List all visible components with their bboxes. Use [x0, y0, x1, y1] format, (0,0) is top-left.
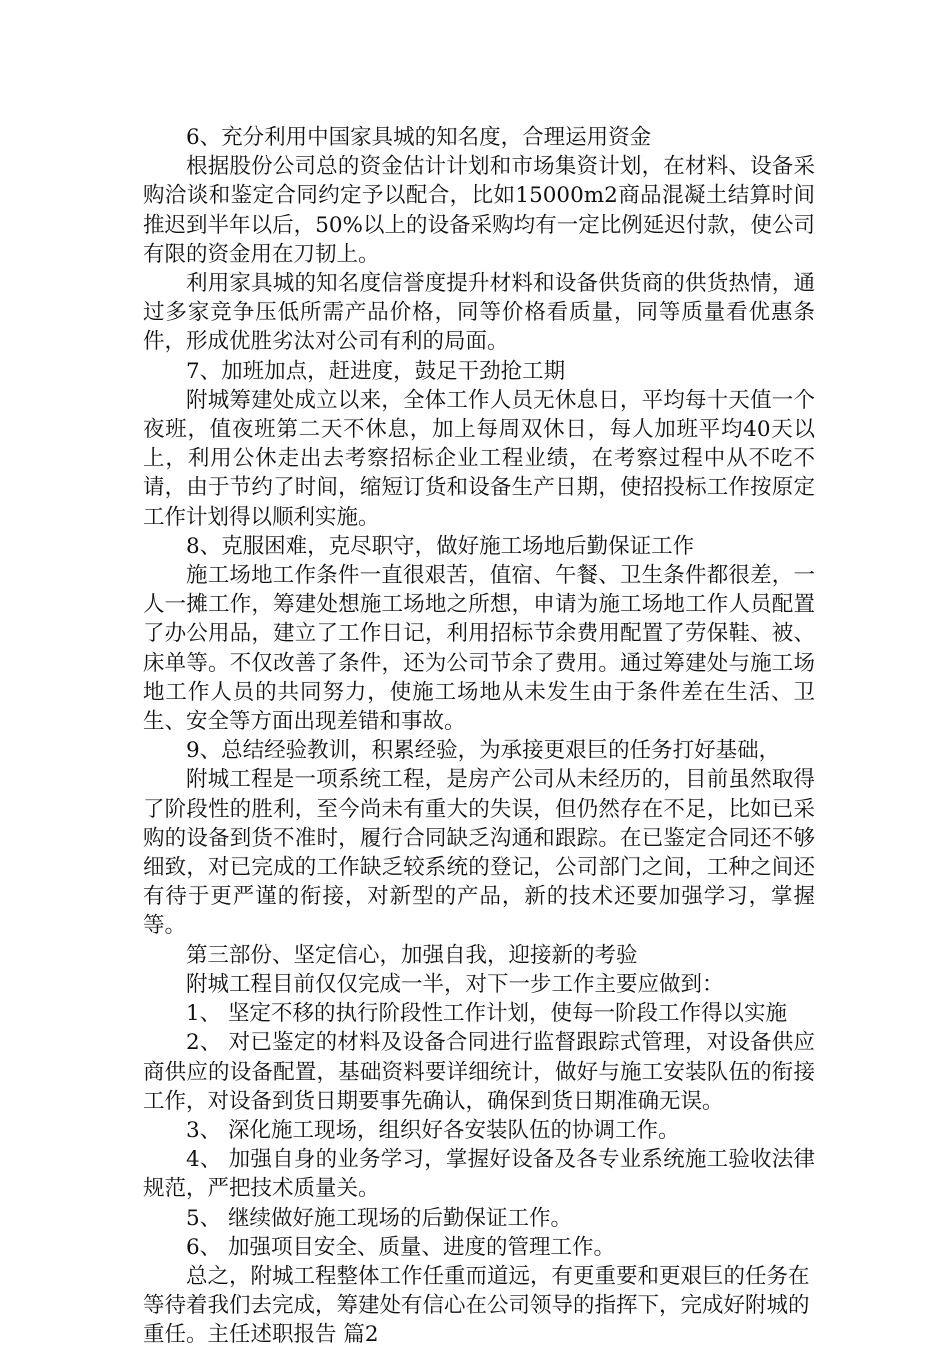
list-item: 3、 深化施工现场，组织好各安装队伍的协调工作。: [186, 1117, 680, 1143]
body-paragraph: 利用家具城的知名度信誉度提升材料和设备供货商的供货热情，通过多家竞争压低所需产品价格，同等价格看质量，同等质量看优惠条件，形成优胜劣汰对公司有利的局面。: [143, 271, 815, 355]
list-item: 6、 加强项目安全、质量、进度的管理工作。: [186, 1234, 616, 1260]
body-paragraph: 根据股份公司总的资金估计计划和市场集资计划，在材料、设备采购洽谈和鉴定合同约定予以配合，比如15000m2商品混凝土结算时间推迟到半年以后，50%以上的设备采购均有一定比例延迟付款，使公司有限的资金用在刀韧上。: [143, 154, 815, 267]
closing-paragraph: 总之，附城工程整体工作任重而道远，有更重要和更艰巨的任务在等待着我们去完成，筹建处有信心在公司领导的指挥下，完成好附城的重任。主任述职报告 篇2: [143, 1263, 810, 1348]
list-item: 4、 加强自身的业务学习，掌握好设备及各专业系统施工验收法律规范，严把技术质量关。: [143, 1147, 815, 1202]
body-paragraph: 附城工程是一项系统工程，是房产公司从未经历的，目前虽然取得了阶段性的胜利，至今尚未有重大的失误，但仍然存在不足，比如已采购的设备到货不准时，履行合同缺乏沟通和跟踪。在已鉴定合同还不够细致，对已完成的工作缺乏较系统的登记，公司部门之间，工种之间还有待于更严谨的衔接，对新型的产品，新的技术还要加强学习，掌握等。: [143, 767, 815, 939]
heading-item-7: 7、加班加点，赶进度，鼓足干劲抢工期: [186, 358, 566, 384]
list-item: 5、 继续做好施工现场的后勤保证工作。: [186, 1205, 573, 1231]
body-paragraph: 附城工程目前仅仅完成一半，对下一步工作主要应做到：: [186, 971, 724, 997]
heading-item-9: 9、总结经验教训，积累经验，为承接更艰巨的任务打好基础，: [186, 738, 781, 764]
heading-item-8: 8、克服困难，克尽职守，做好施工场地后勤保证工作: [186, 533, 695, 559]
body-paragraph: 附城筹建处成立以来，全体工作人员无休息日，平均每十天值一个夜班，值夜班第二天不休息，加上每周双休日，每人加班平均40天以上，利用公休走出去考察招标企业工程业绩，在考察过程中从不吃不请，由于节约了时间，缩短订货和设备生产日期，使招投标工作按原定工作计划得以顺利实施。: [143, 387, 815, 530]
section-heading: 第三部份、坚定信心，加强自我，迎接新的考验: [186, 942, 638, 968]
document-body: [143, 123, 815, 1350]
list-item: 1、 坚定不移的执行阶段性工作计划，使每一阶段工作得以实施: [186, 1001, 788, 1027]
list-item: 2、 对已鉴定的材料及设备合同进行监督跟踪式管理，对设备供应商供应的设备配置，基础资料要详细统计，做好与施工安装队伍的衔接工作，对设备到货日期要事先确认，确保到货日期准确无误。: [143, 1030, 815, 1114]
heading-item-6: 6、充分利用中国家具城的知名度，合理运用资金: [186, 125, 652, 150]
body-paragraph: 施工场地工作条件一直很艰苦，值宿、午餐、卫生条件都很差，一人一摊工作，筹建处想施工场地之所想，申请为施工场地工作人员配置了办公用品，建立了工作日记，利用招标节余费用配置了劳保鞋、被、床单等。不仅改善了条件，还为公司节余了费用。通过筹建处与施工场地工作人员的共同努力，使施工场地从未发生由于条件差在生活、卫生、安全等方面出现差错和事故。: [143, 563, 815, 735]
